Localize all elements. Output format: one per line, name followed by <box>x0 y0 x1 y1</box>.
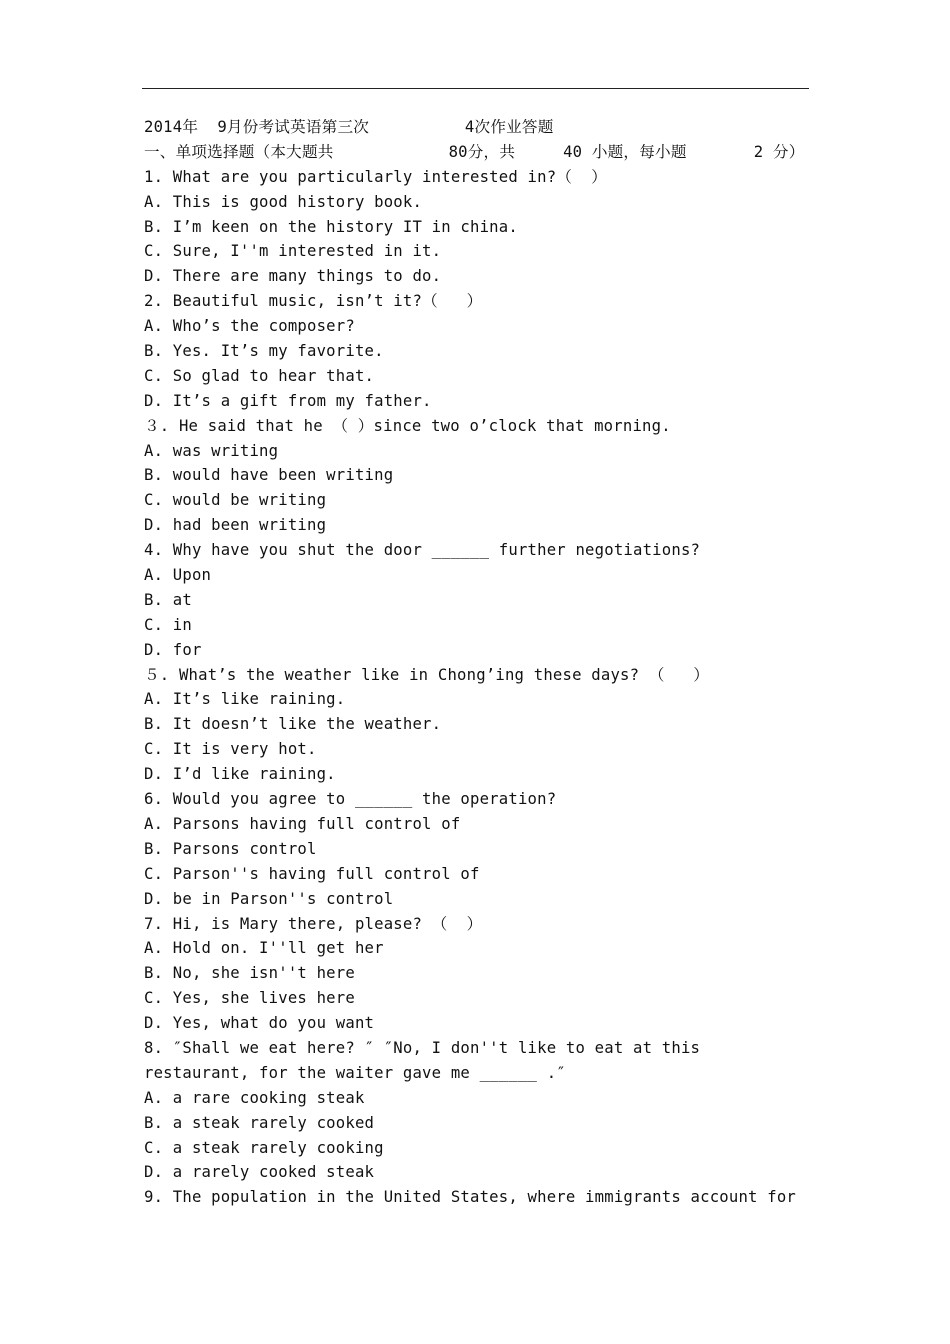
option-b: B. Parsons control <box>144 839 317 858</box>
option-c: C. a steak rarely cooking <box>144 1138 384 1157</box>
question-stem: 7. Hi, is Mary there, please? （ ） <box>144 914 483 933</box>
option-b: B. would have been writing <box>144 466 394 485</box>
option-d: D. There are many things to do. <box>144 267 442 286</box>
option-a: A. This is good history book. <box>144 192 423 211</box>
option-d: D. It’s a gift from my father. <box>144 391 432 410</box>
question-stem: ５. What’s the weather like in Chong’ing these days? （ ） <box>144 665 710 684</box>
question-stem: 1. What are you particularly interested in?（ ） <box>144 167 608 186</box>
option-b: B. It doesn’t like the weather. <box>144 715 442 734</box>
option-d: D. I’d like raining. <box>144 765 336 784</box>
option-d: D. for <box>144 640 202 659</box>
option-b: B. I’m keen on the history IT in china. <box>144 217 518 236</box>
option-a: A. It’s like raining. <box>144 690 346 709</box>
option-c: C. It is very hot. <box>144 740 317 759</box>
question-stem: ３. He said that he （ ）since two o’clock that morning. <box>144 416 671 435</box>
exam-title: 2014年 9月份考试英语第三次 4次作业答题 <box>144 118 554 136</box>
header-rule <box>142 88 809 89</box>
document-body <box>144 115 814 1210</box>
option-a: A. Parsons having full control of <box>144 814 461 833</box>
option-b: B. Yes. It’s my favorite. <box>144 342 384 361</box>
option-b: B. a steak rarely cooked <box>144 1113 375 1132</box>
option-a: A. a rare cooking steak <box>144 1088 365 1107</box>
question-stem: 6. Would you agree to ______ the operation? <box>144 790 557 809</box>
option-a: A. was writing <box>144 441 279 460</box>
option-d: D. had been writing <box>144 516 327 535</box>
question-stem: 2. Beautiful music, isn’t it?（ ） <box>144 292 483 311</box>
option-c: C. would be writing <box>144 491 327 510</box>
option-c: C. in <box>144 615 192 634</box>
question-6 <box>144 787 814 911</box>
section-heading: 一、单项选择题（本大题共 80分，共 40 小题，每小题 2 分） <box>144 142 805 161</box>
option-a: A. Upon <box>144 566 212 585</box>
option-d: D. Yes, what do you want <box>144 1014 375 1033</box>
option-a: A. Hold on. I''ll get her <box>144 939 384 958</box>
question-8 <box>144 1036 814 1185</box>
question-5 <box>144 663 814 787</box>
question-9 <box>144 1185 814 1210</box>
question-7 <box>144 912 814 1036</box>
option-d: D. be in Parson''s control <box>144 889 394 908</box>
option-a: A. Who’s the composer? <box>144 317 355 336</box>
option-c: C. So glad to hear that. <box>144 366 375 385</box>
option-c: C. Parson''s having full control of <box>144 864 480 883</box>
question-1 <box>144 165 814 289</box>
question-2 <box>144 289 814 413</box>
question-3 <box>144 414 814 538</box>
option-c: C. Yes, she lives here <box>144 989 355 1008</box>
question-stem: 4. Why have you shut the door ______ further negotiations? <box>144 541 701 560</box>
option-c: C. Sure, I''m interested in it. <box>144 242 442 261</box>
option-b: B. at <box>144 590 192 609</box>
question-stem: 9. The population in the United States, where immigrants account for <box>144 1188 796 1207</box>
option-b: B. No, she isn''t here <box>144 964 355 983</box>
option-d: D. a rarely cooked steak <box>144 1163 375 1182</box>
question-stem: 8. ″Shall we eat here? ″ ″No, I don''t like to eat at this restaurant, for the waiter gave me ______ .″ <box>144 1038 701 1082</box>
question-4 <box>144 538 814 662</box>
